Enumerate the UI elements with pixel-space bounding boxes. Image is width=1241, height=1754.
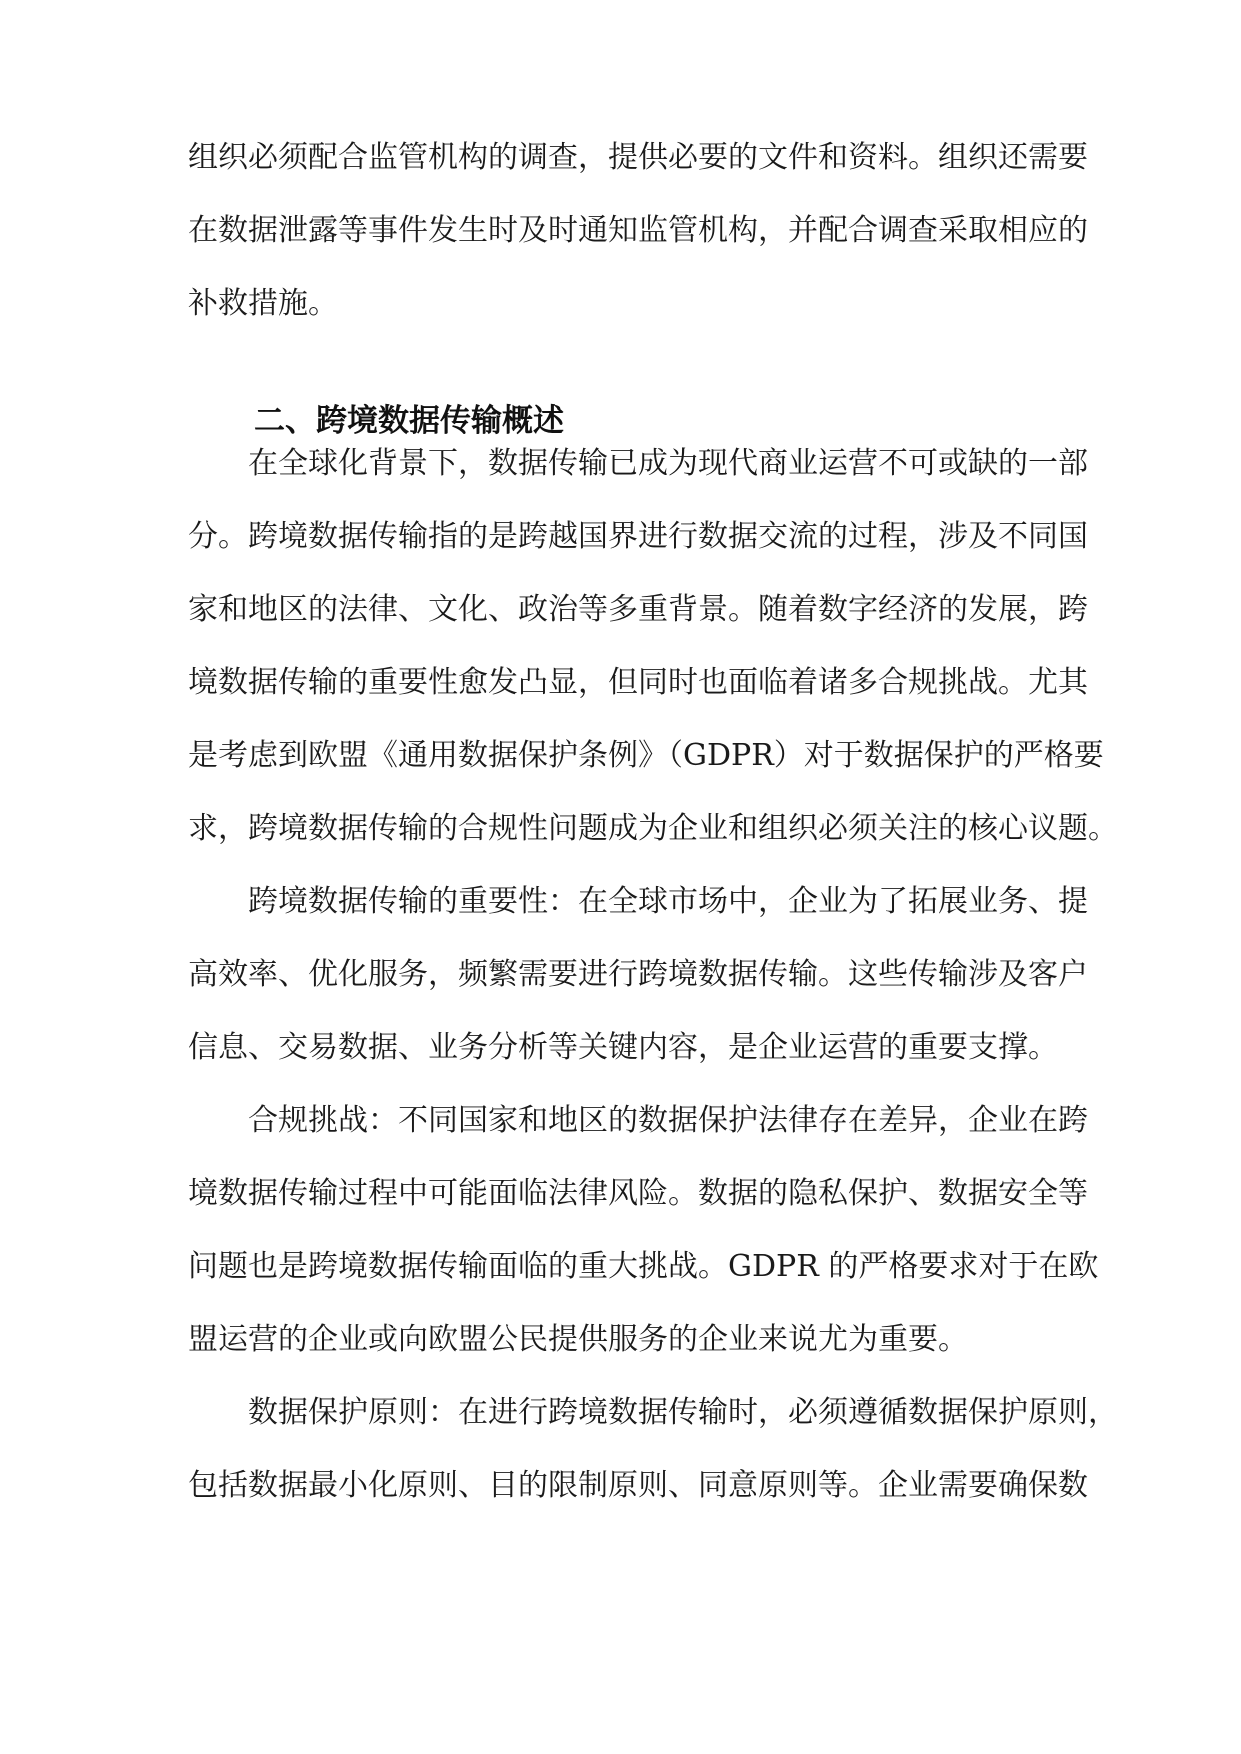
paragraph-line: 数据保护原则：在进行跨境数据传输时，必须遵循数据保护原则， (188, 1395, 1118, 1430)
intro-paragraph (188, 121, 1088, 340)
paragraph-line: 组织必须配合监管机构的调查，提供必要的文件和资料。组织还需要 (188, 140, 1088, 175)
paragraph-line: 求，跨境数据传输的合规性问题成为企业和组织必须关注的核心议题。 (188, 811, 1118, 846)
section-heading: 二、跨境数据传输概述 (254, 403, 564, 439)
paragraph-line: 在数据泄露等事件发生时及时通知监管机构，并配合调查采取相应的 (188, 213, 1088, 248)
paragraph-line: 分。跨境数据传输指的是跨越国界进行数据交流的过程，涉及不同国 (188, 519, 1088, 554)
paragraph-line: 合规挑战：不同国家和地区的数据保护法律存在差异，企业在跨 (188, 1103, 1088, 1138)
paragraph-line: 在全球化背景下，数据传输已成为现代商业运营不可或缺的一部 (188, 446, 1088, 481)
paragraph-line: 境数据传输过程中可能面临法律风险。数据的隐私保护、数据安全等 (188, 1176, 1088, 1211)
paragraph-line: 盟运营的企业或向欧盟公民提供服务的企业来说尤为重要。 (188, 1322, 968, 1357)
body-text (188, 427, 1118, 1522)
paragraph-line: 包括数据最小化原则、目的限制原则、同意原则等。企业需要确保数 (188, 1468, 1088, 1503)
paragraph-line: 家和地区的法律、文化、政治等多重背景。随着数字经济的发展，跨 (188, 592, 1088, 627)
paragraph-line: 问题也是跨境数据传输面临的重大挑战。GDPR 的严格要求对于在欧 (188, 1249, 1099, 1284)
paragraph-line: 是考虑到欧盟《通用数据保护条例》（GDPR）对于数据保护的严格要 (188, 738, 1104, 773)
paragraph-line: 高效率、优化服务，频繁需要进行跨境数据传输。这些传输涉及客户 (188, 957, 1088, 992)
paragraph-line: 信息、交易数据、业务分析等关键内容，是企业运营的重要支撑。 (188, 1030, 1058, 1065)
paragraph-line: 境数据传输的重要性愈发凸显，但同时也面临着诸多合规挑战。尤其 (188, 665, 1088, 700)
paragraph-line: 补救措施。 (188, 286, 338, 321)
paragraph-line: 跨境数据传输的重要性：在全球市场中，企业为了拓展业务、提 (188, 884, 1088, 919)
